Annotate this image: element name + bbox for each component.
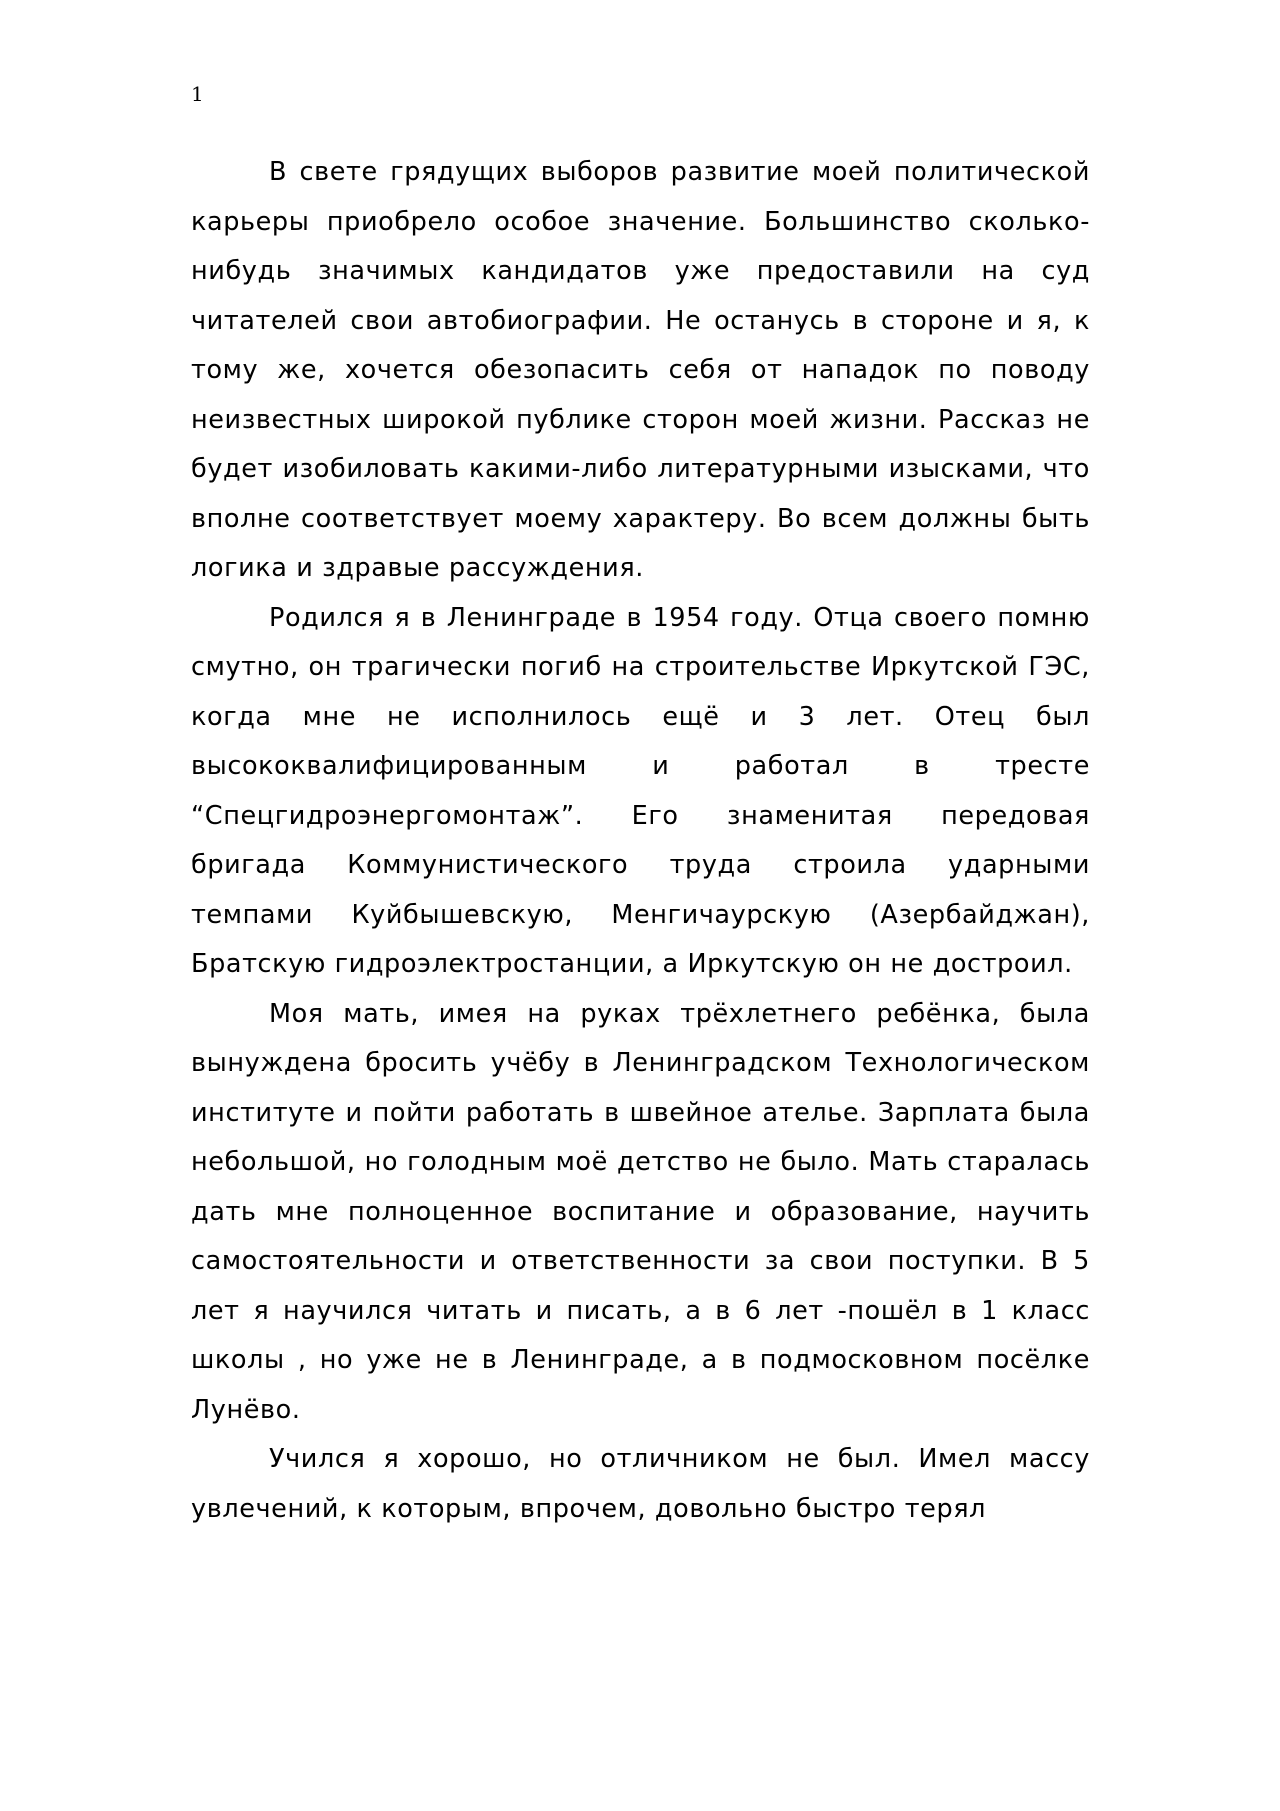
page-number: 1 bbox=[191, 82, 204, 106]
paragraph-1: В свете грядущих выборов развитие моей политической карьеры приобрело особое значение. Большинство сколько-нибудь значимых кандидатов уже предоставили на суд читателей свои автобиографии. Не останусь в стороне и я, к тому же, хочется обезопасить себя от нападок по поводу неизвестных широкой публике сторон моей жизни. Рассказ не будет изобиловать какими-либо литературными изысками, что вполне соответствует моему характеру. Во всем должны быть логика и здравые рассуждения. bbox=[191, 157, 1090, 583]
paragraph-4: Учился я хорошо, но отличником не был. Имел массу увлечений, к которым, впрочем, довольно быстро терял bbox=[191, 1444, 1090, 1524]
paragraph-3: Моя мать, имея на руках трёхлетнего ребёнка, была вынуждена бросить учёбу в Ленинградском Технологическом институте и пойти работать в швейное ателье. Зарплата была небольшой, но голодным моё детство не было. Мать старалась дать мне полноценное воспитание и образование, научить самостоятельности и ответственности за свои поступки. В 5 лет я научился читать и писать, а в 6 лет -пошёл в 1 класс школы , но уже не в Ленинграде, а в подмосковном посёлке Лунёво. bbox=[191, 998, 1090, 1425]
paragraph-2: Родился я в Ленинграде в 1954 году. Отца своего помню смутно, он трагически погиб на строительстве Иркутской ГЭС, когда мне не исполнилось ещё и 3 лет. Отец был высококвалифицированным и работал в тресте “Спецгидроэнергомонтаж”. Его знаменитая передовая бригада Коммунистического труда строила ударными темпами Куйбышевскую, Менгичаурскую (Азербайджан), Братскую гидроэлектростанции, а Иркутскую он не достроил. bbox=[191, 602, 1090, 979]
document-body bbox=[191, 148, 1090, 1534]
